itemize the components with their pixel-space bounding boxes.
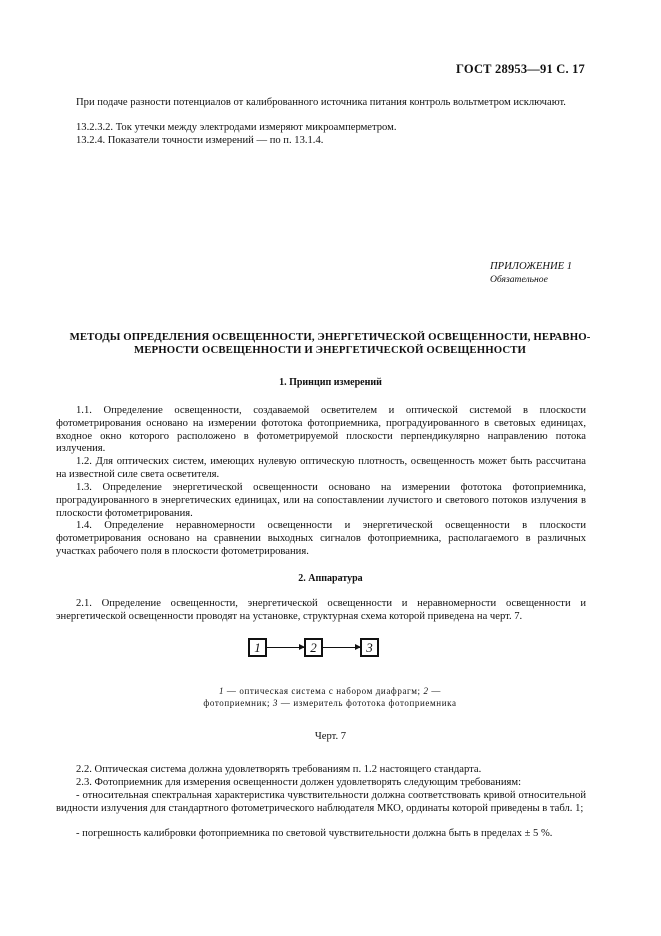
appendix-title-line-2: МЕРНОСТИ ОСВЕЩЕННОСТИ И ЭНЕРГЕТИЧЕСКОЙ ОСВЕЩЕННОСТИ [133, 344, 527, 356]
figure-label: Черт. 7 [314, 731, 347, 742]
caption-text-3: — измеритель фототока фотоприемника [278, 698, 457, 708]
caption-number-1: 1 [218, 686, 225, 696]
diagram-caption [200, 685, 460, 709]
diagram-arrow-2-3 [323, 647, 360, 648]
paragraph-2-3: 2.3. Фотоприемник для измерения освещенности должен удовлетворять следующим требованиям: [76, 777, 522, 788]
list-item-calibration-error: - погрешность калибровки фотоприемника по световой чувствительности должна быть в пределах ± 5 %. [76, 828, 553, 839]
diagram-box-3: 3 [360, 638, 379, 657]
diagram-arrow-1-2 [267, 647, 304, 648]
appendix-label: ПРИЛОЖЕНИЕ 1 [490, 261, 573, 272]
list-item-spectral-characteristic: - относительная спектральная характеристика чувствительности должна соответствовать кривой относительной видности излучения для стандартного фотометрического наблюдателя МКО, ординаты которой приведены в табл. 1; [56, 790, 586, 814]
page-header: ГОСТ 28953—91 С. 17 [456, 62, 585, 76]
appendix-status: Обязательное [490, 274, 548, 285]
paragraph-1-1: 1.1. Определение освещенности, создаваемой осветителем и оптической системой в плоскости фотометрирования основано на измерении фототока фотоприемника, проградуированного в световых единицах, входное окно которого расположено в фотометрируемой плоскости перпендикулярно направлению потока излучения. [56, 405, 586, 455]
section-2-heading: 2. Аппаратура [298, 573, 363, 584]
paragraph-13-2-3-2: 13.2.3.2. Ток утечки между электродами измеряют микроамперметром. [76, 122, 397, 133]
caption-number-3: 3 [272, 698, 279, 708]
caption-text-2: — фотоприемник; [203, 686, 442, 708]
paragraph-1-4: 1.4. Определение неравномерности освещенности и энергетической освещенности в плоскости фотометрирования основано на сравнении выходных сигналов фотоприемника, располагаемого в различных участках рабочего поля в плоскости фотометрирования. [56, 520, 586, 557]
paragraph-2-2: 2.2. Оптическая система должна удовлетворять требованиям п. 1.2 настоящего стандарта. [76, 764, 482, 775]
paragraph-2-1: 2.1. Определение освещенности, энергетической освещенности и неравномерности освещенности и энергетической освещенности проводят на установке, структурная схема которой приведена на черт. 7. [56, 598, 586, 622]
caption-number-2: 2 [423, 686, 429, 696]
paragraph-voltmeter: При подаче разности потенциалов от калиброванного источника питания контроль вольтметром исключают. [76, 97, 566, 108]
diagram-box-1: 1 [248, 638, 267, 657]
diagram-box-2: 2 [304, 638, 323, 657]
caption-text-1: — оптическая система с набором диафрагм; [224, 686, 424, 696]
section-1-heading: 1. Принцип измерений [279, 377, 382, 388]
paragraph-1-2: 1.2. Для оптических систем, имеющих нулевую оптическую плотность, освещенность может быть рассчитана на известной силе света осветителя. [56, 456, 586, 480]
paragraph-13-2-4: 13.2.4. Показатели точности измерений — по п. 13.1.4. [76, 135, 324, 146]
paragraph-1-3: 1.3. Определение энергетической освещенности основано на измерении фототока фотоприемника, проградуированного в энергетических единицах, или на сопоставлении лучистого и светового потоков излучения в плоскости фотометрирования. [56, 482, 586, 519]
appendix-title-line-1: МЕТОДЫ ОПРЕДЕЛЕНИЯ ОСВЕЩЕННОСТИ, ЭНЕРГЕТИЧЕСКОЙ ОСВЕЩЕННОСТИ, НЕРАВНО- [69, 331, 591, 343]
